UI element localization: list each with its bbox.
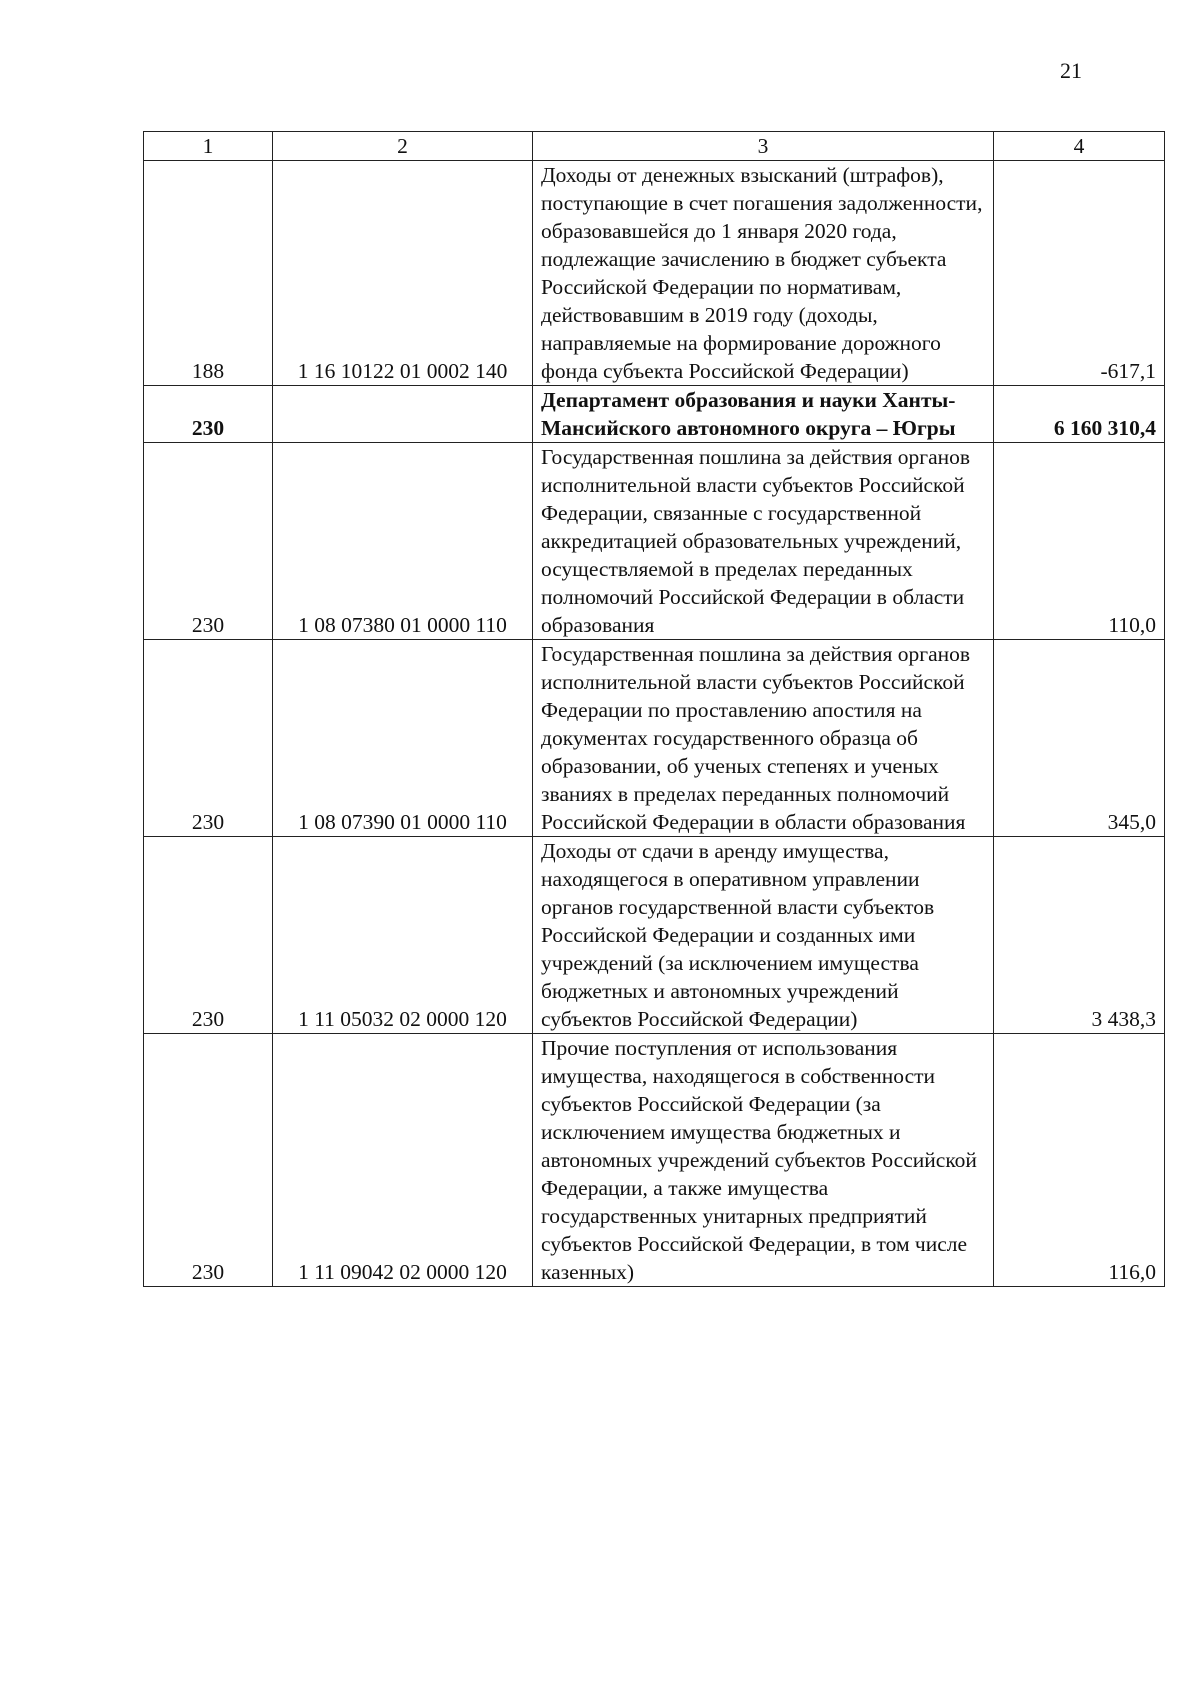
- department-name-cell: Департамент образования и науки Ханты-Мансийского автономного округа – Югры: [533, 386, 994, 443]
- kbk-code-cell: 1 11 09042 02 0000 120: [273, 1034, 533, 1287]
- department-total-row: [144, 386, 1165, 443]
- table-row: [144, 837, 1165, 1034]
- revenue-name-cell: Государственная пошлина за действия органов исполнительной власти субъектов Российской Федерации, связанные с государственной аккредитацией образовательных учреждений, осуществляемой в пределах переданных полномочий Российской Федерации в области образования: [533, 443, 994, 640]
- kbk-code-cell: 1 11 05032 02 0000 120: [273, 837, 533, 1034]
- amount-cell: 345,0: [994, 640, 1165, 837]
- admin-code-cell: 230: [144, 443, 273, 640]
- page-number: 21: [1060, 58, 1082, 83]
- table-header-row: [144, 132, 1165, 161]
- admin-code-cell: 230: [144, 640, 273, 837]
- amount-cell: 3 438,3: [994, 837, 1165, 1034]
- table-row: [144, 161, 1165, 386]
- revenue-name-cell: Прочие поступления от использования имущества, находящегося в собственности субъектов Российской Федерации (за исключением имущества бюджетных и автономных учреждений субъектов Российской Федерации, а также имущества государственных унитарных предприятий субъектов Российской Федерации, в том числе казенных): [533, 1034, 994, 1287]
- revenue-name-cell: Государственная пошлина за действия органов исполнительной власти субъектов Российской Федерации по проставлению апостиля на документах государственного образца об образовании, об ученых степенях и ученых званиях в пределах переданных полномочий Российской Федерации в области образования: [533, 640, 994, 837]
- column-header-2: 2: [273, 132, 533, 161]
- kbk-code-cell: 1 08 07380 01 0000 110: [273, 443, 533, 640]
- kbk-code-cell: 1 16 10122 01 0002 140: [273, 161, 533, 386]
- admin-code-cell: 230: [144, 837, 273, 1034]
- column-header-1: 1: [144, 132, 273, 161]
- kbk-code-cell: [273, 386, 533, 443]
- column-header-3: 3: [533, 132, 994, 161]
- amount-cell: 110,0: [994, 443, 1165, 640]
- department-total-amount: 6 160 310,4: [994, 386, 1165, 443]
- table-row: [144, 443, 1165, 640]
- revenue-name-cell: Доходы от сдачи в аренду имущества, находящегося в оперативном управлении органов государственной власти субъектов Российской Федерации и созданных ими учреждений (за исключением имущества бюджетных и автономных учреждений субъектов Российской Федерации): [533, 837, 994, 1034]
- revenue-name-cell: Доходы от денежных взысканий (штрафов), поступающие в счет погашения задолженности, образовавшейся до 1 января 2020 года, подлежащие зачислению в бюджет субъекта Российской Федерации по нормативам, действовавшим в 2019 году (доходы, направляемые на формирование дорожного фонда субъекта Российской Федерации): [533, 161, 994, 386]
- admin-code-cell: 230: [144, 386, 273, 443]
- table-row: [144, 640, 1165, 837]
- admin-code-cell: 230: [144, 1034, 273, 1287]
- admin-code-cell: 188: [144, 161, 273, 386]
- revenue-table: [143, 131, 1165, 1287]
- column-header-4: 4: [994, 132, 1165, 161]
- kbk-code-cell: 1 08 07390 01 0000 110: [273, 640, 533, 837]
- amount-cell: -617,1: [994, 161, 1165, 386]
- amount-cell: 116,0: [994, 1034, 1165, 1287]
- table-row: [144, 1034, 1165, 1287]
